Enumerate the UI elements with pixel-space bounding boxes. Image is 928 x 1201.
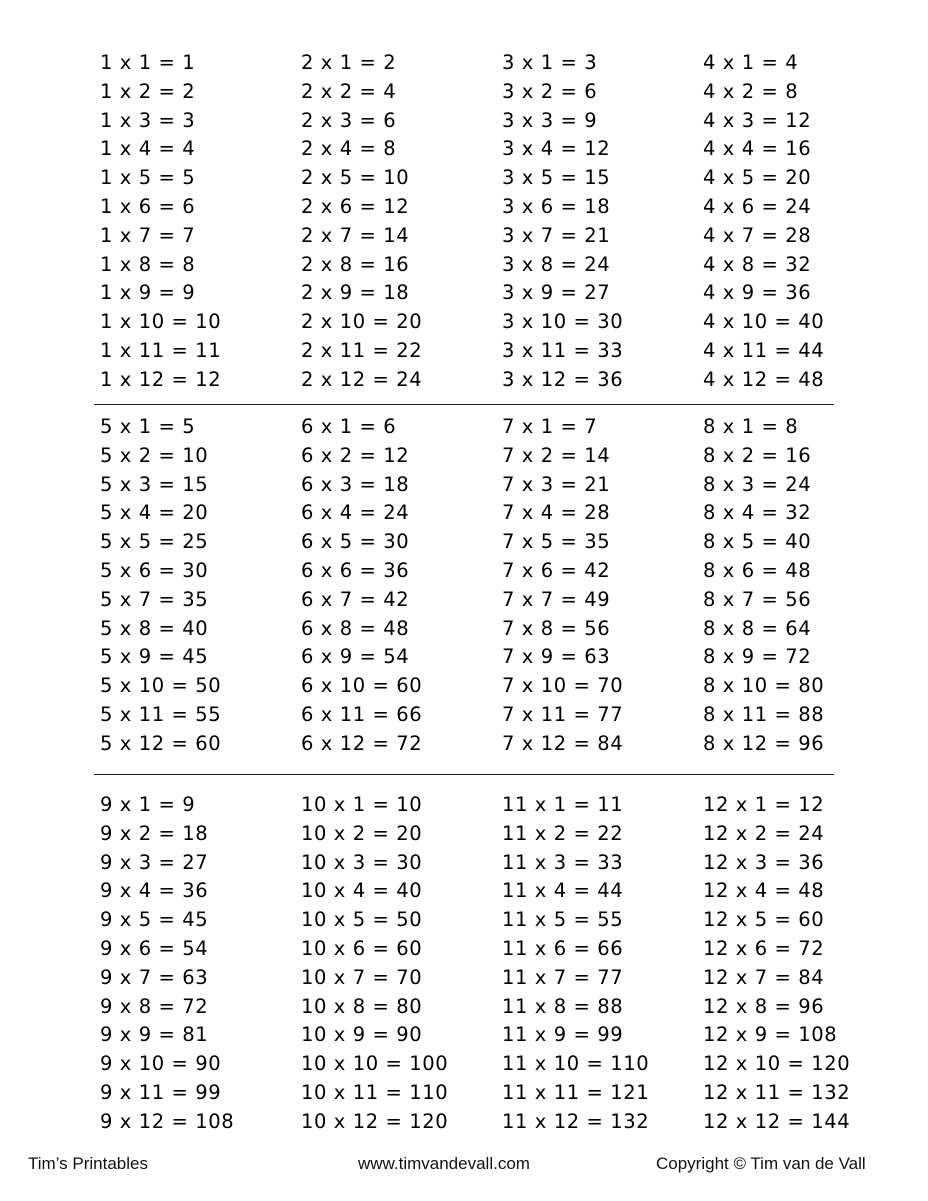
- multiplication-fact: 7 x 7 = 49: [502, 587, 611, 611]
- multiplication-fact: 6 x 11 = 66: [301, 702, 423, 726]
- multiplication-fact: 4 x 11 = 44: [703, 338, 825, 362]
- multiplication-fact: 12 x 4 = 48: [703, 879, 825, 903]
- multiplication-fact: 9 x 5 = 45: [100, 908, 209, 932]
- multiplication-fact: 8 x 1 = 8: [703, 415, 799, 438]
- multiplication-fact: 1 x 1 = 1: [100, 51, 196, 74]
- multiplication-fact: 1 x 10 = 10: [100, 310, 222, 334]
- multiplication-fact: 3 x 11 = 33: [502, 338, 624, 362]
- multiplication-fact: 10 x 10 = 100: [301, 1052, 449, 1076]
- multiplication-fact: 5 x 12 = 60: [100, 731, 222, 755]
- multiplication-fact: 10 x 1 = 10: [301, 793, 423, 816]
- multiplication-fact: 6 x 8 = 48: [301, 616, 410, 640]
- multiplication-fact: 11 x 7 = 77: [502, 965, 624, 989]
- multiplication-fact: 2 x 6 = 12: [301, 194, 410, 218]
- multiplication-fact: 5 x 6 = 30: [100, 558, 209, 582]
- table-column-5: [100, 413, 301, 759]
- multiplication-fact: 10 x 8 = 80: [301, 994, 423, 1018]
- multiplication-fact: 5 x 11 = 55: [100, 702, 222, 726]
- multiplication-fact: 1 x 2 = 2: [100, 79, 196, 103]
- multiplication-fact: 4 x 3 = 12: [703, 108, 812, 132]
- multiplication-fact: 5 x 7 = 35: [100, 587, 209, 611]
- multiplication-fact: 12 x 8 = 96: [703, 994, 825, 1018]
- multiplication-fact: 5 x 8 = 40: [100, 616, 209, 640]
- multiplication-fact: 11 x 3 = 33: [502, 850, 624, 874]
- section-divider-2: [94, 774, 834, 775]
- multiplication-fact: 4 x 2 = 8: [703, 79, 799, 103]
- multiplication-fact: 11 x 8 = 88: [502, 994, 624, 1018]
- table-block-1-4: [100, 49, 840, 395]
- multiplication-fact: 4 x 9 = 36: [703, 281, 812, 305]
- multiplication-fact: 11 x 9 = 99: [502, 1023, 624, 1047]
- table-column-7: [502, 413, 703, 759]
- multiplication-fact: 10 x 12 = 120: [301, 1109, 449, 1133]
- multiplication-fact: 7 x 3 = 21: [502, 472, 611, 496]
- multiplication-fact: 4 x 12 = 48: [703, 367, 825, 391]
- multiplication-fact: 11 x 1 = 11: [502, 793, 624, 816]
- multiplication-fact: 3 x 3 = 9: [502, 108, 598, 132]
- multiplication-fact: 4 x 5 = 20: [703, 166, 812, 190]
- multiplication-fact: 7 x 6 = 42: [502, 558, 611, 582]
- multiplication-fact: 8 x 9 = 72: [703, 645, 812, 669]
- multiplication-fact: 1 x 8 = 8: [100, 252, 196, 276]
- multiplication-fact: 8 x 10 = 80: [703, 674, 825, 698]
- multiplication-fact: 2 x 4 = 8: [301, 137, 397, 161]
- multiplication-fact: 12 x 2 = 24: [703, 821, 825, 845]
- multiplication-fact: 12 x 1 = 12: [703, 793, 825, 816]
- multiplication-fact: 12 x 11 = 132: [703, 1080, 851, 1104]
- multiplication-fact: 6 x 4 = 24: [301, 501, 410, 525]
- multiplication-fact: 2 x 1 = 2: [301, 51, 397, 74]
- multiplication-fact: 1 x 9 = 9: [100, 281, 196, 305]
- multiplication-fact: 2 x 11 = 22: [301, 338, 423, 362]
- table-block-9-12: [100, 791, 851, 1137]
- multiplication-fact: 10 x 7 = 70: [301, 965, 423, 989]
- multiplication-fact: 3 x 10 = 30: [502, 310, 624, 334]
- multiplication-fact: 11 x 12 = 132: [502, 1109, 650, 1133]
- multiplication-fact: 9 x 11 = 99: [100, 1080, 222, 1104]
- multiplication-fact: 9 x 4 = 36: [100, 879, 209, 903]
- multiplication-fact: 5 x 2 = 10: [100, 443, 209, 467]
- multiplication-fact: 7 x 10 = 70: [502, 674, 624, 698]
- multiplication-fact: 3 x 8 = 24: [502, 252, 611, 276]
- multiplication-fact: 4 x 1 = 4: [703, 51, 799, 74]
- table-column-11: [502, 791, 703, 1137]
- multiplication-fact: 12 x 9 = 108: [703, 1023, 838, 1047]
- multiplication-fact: 9 x 7 = 63: [100, 965, 209, 989]
- multiplication-fact: 11 x 5 = 55: [502, 908, 624, 932]
- multiplication-fact: 10 x 2 = 20: [301, 821, 423, 845]
- multiplication-fact: 6 x 5 = 30: [301, 530, 410, 554]
- table-block-5-8: [100, 413, 840, 759]
- multiplication-fact: 3 x 6 = 18: [502, 194, 611, 218]
- footer-url: www.timvandevall.com: [358, 1154, 530, 1173]
- table-column-12: [703, 791, 851, 1137]
- multiplication-fact: 3 x 7 = 21: [502, 223, 611, 247]
- table-column-9: [100, 791, 301, 1137]
- multiplication-fact: 4 x 8 = 32: [703, 252, 812, 276]
- multiplication-fact: 10 x 5 = 50: [301, 908, 423, 932]
- multiplication-fact: 5 x 1 = 5: [100, 415, 196, 438]
- multiplication-fact: 9 x 12 = 108: [100, 1109, 235, 1133]
- multiplication-fact: 6 x 7 = 42: [301, 587, 410, 611]
- multiplication-fact: 11 x 11 = 121: [502, 1080, 650, 1104]
- multiplication-fact: 3 x 4 = 12: [502, 137, 611, 161]
- multiplication-fact: 11 x 4 = 44: [502, 879, 624, 903]
- multiplication-fact: 4 x 4 = 16: [703, 137, 812, 161]
- multiplication-fact: 9 x 8 = 72: [100, 994, 209, 1018]
- footer-brand: Tim’s Printables: [28, 1154, 148, 1173]
- multiplication-fact: 2 x 12 = 24: [301, 367, 423, 391]
- multiplication-fact: 9 x 3 = 27: [100, 850, 209, 874]
- multiplication-fact: 5 x 4 = 20: [100, 501, 209, 525]
- multiplication-fact: 11 x 6 = 66: [502, 936, 624, 960]
- multiplication-fact: 6 x 12 = 72: [301, 731, 423, 755]
- multiplication-fact: 10 x 11 = 110: [301, 1080, 449, 1104]
- multiplication-fact: 2 x 7 = 14: [301, 223, 410, 247]
- multiplication-fact: 12 x 6 = 72: [703, 936, 825, 960]
- multiplication-fact: 5 x 5 = 25: [100, 530, 209, 554]
- multiplication-fact: 3 x 5 = 15: [502, 166, 611, 190]
- table-column-1: [100, 49, 301, 395]
- multiplication-fact: 6 x 3 = 18: [301, 472, 410, 496]
- multiplication-fact: 10 x 9 = 90: [301, 1023, 423, 1047]
- table-column-4: [703, 49, 840, 395]
- multiplication-fact: 7 x 4 = 28: [502, 501, 611, 525]
- multiplication-fact: 7 x 12 = 84: [502, 731, 624, 755]
- multiplication-fact: 2 x 8 = 16: [301, 252, 410, 276]
- multiplication-fact: 1 x 3 = 3: [100, 108, 196, 132]
- multiplication-fact: 5 x 3 = 15: [100, 472, 209, 496]
- multiplication-fact: 7 x 1 = 7: [502, 415, 598, 438]
- multiplication-fact: 8 x 4 = 32: [703, 501, 812, 525]
- multiplication-fact: 11 x 10 = 110: [502, 1052, 650, 1076]
- multiplication-fact: 12 x 3 = 36: [703, 850, 825, 874]
- multiplication-fact: 3 x 9 = 27: [502, 281, 611, 305]
- multiplication-fact: 12 x 12 = 144: [703, 1109, 851, 1133]
- multiplication-fact: 7 x 2 = 14: [502, 443, 611, 467]
- table-column-8: [703, 413, 840, 759]
- multiplication-fact: 5 x 9 = 45: [100, 645, 209, 669]
- multiplication-fact: 9 x 10 = 90: [100, 1052, 222, 1076]
- table-column-10: [301, 791, 502, 1137]
- multiplication-fact: 7 x 9 = 63: [502, 645, 611, 669]
- multiplication-fact: 8 x 11 = 88: [703, 702, 825, 726]
- multiplication-fact: 1 x 7 = 7: [100, 223, 196, 247]
- multiplication-fact: 2 x 9 = 18: [301, 281, 410, 305]
- multiplication-fact: 7 x 11 = 77: [502, 702, 624, 726]
- multiplication-fact: 8 x 3 = 24: [703, 472, 812, 496]
- multiplication-fact: 12 x 7 = 84: [703, 965, 825, 989]
- multiplication-fact: 3 x 2 = 6: [502, 79, 598, 103]
- multiplication-fact: 12 x 10 = 120: [703, 1052, 851, 1076]
- multiplication-fact: 10 x 4 = 40: [301, 879, 423, 903]
- multiplication-fact: 8 x 5 = 40: [703, 530, 812, 554]
- multiplication-fact: 8 x 6 = 48: [703, 558, 812, 582]
- multiplication-fact: 3 x 1 = 3: [502, 51, 598, 74]
- footer-copyright: Copyright © Tim van de Vall: [656, 1154, 866, 1173]
- multiplication-fact: 8 x 7 = 56: [703, 587, 812, 611]
- multiplication-fact: 12 x 5 = 60: [703, 908, 825, 932]
- multiplication-fact: 2 x 10 = 20: [301, 310, 423, 334]
- multiplication-fact: 8 x 2 = 16: [703, 443, 812, 467]
- table-column-6: [301, 413, 502, 759]
- multiplication-fact: 4 x 6 = 24: [703, 194, 812, 218]
- multiplication-fact: 10 x 6 = 60: [301, 936, 423, 960]
- multiplication-fact: 2 x 5 = 10: [301, 166, 410, 190]
- multiplication-fact: 6 x 6 = 36: [301, 558, 410, 582]
- multiplication-fact: 7 x 8 = 56: [502, 616, 611, 640]
- multiplication-fact: 9 x 1 = 9: [100, 793, 196, 816]
- multiplication-fact: 7 x 5 = 35: [502, 530, 611, 554]
- multiplication-fact: 4 x 10 = 40: [703, 310, 825, 334]
- table-column-2: [301, 49, 502, 395]
- multiplication-fact: 1 x 6 = 6: [100, 194, 196, 218]
- multiplication-fact: 6 x 9 = 54: [301, 645, 410, 669]
- multiplication-fact: 1 x 12 = 12: [100, 367, 222, 391]
- multiplication-fact: 10 x 3 = 30: [301, 850, 423, 874]
- multiplication-fact: 6 x 1 = 6: [301, 415, 397, 438]
- multiplication-fact: 6 x 2 = 12: [301, 443, 410, 467]
- multiplication-fact: 1 x 4 = 4: [100, 137, 196, 161]
- multiplication-fact: 11 x 2 = 22: [502, 821, 624, 845]
- multiplication-fact: 8 x 12 = 96: [703, 731, 825, 755]
- multiplication-fact: 8 x 8 = 64: [703, 616, 812, 640]
- multiplication-fact: 4 x 7 = 28: [703, 223, 812, 247]
- multiplication-fact: 9 x 2 = 18: [100, 821, 209, 845]
- multiplication-fact: 5 x 10 = 50: [100, 674, 222, 698]
- multiplication-fact: 3 x 12 = 36: [502, 367, 624, 391]
- table-column-3: [502, 49, 703, 395]
- multiplication-fact: 9 x 6 = 54: [100, 936, 209, 960]
- multiplication-fact: 1 x 5 = 5: [100, 166, 196, 190]
- multiplication-fact: 1 x 11 = 11: [100, 338, 222, 362]
- multiplication-fact: 2 x 3 = 6: [301, 108, 397, 132]
- multiplication-fact: 2 x 2 = 4: [301, 79, 397, 103]
- multiplication-fact: 9 x 9 = 81: [100, 1023, 209, 1047]
- section-divider-1: [94, 404, 834, 405]
- multiplication-fact: 6 x 10 = 60: [301, 674, 423, 698]
